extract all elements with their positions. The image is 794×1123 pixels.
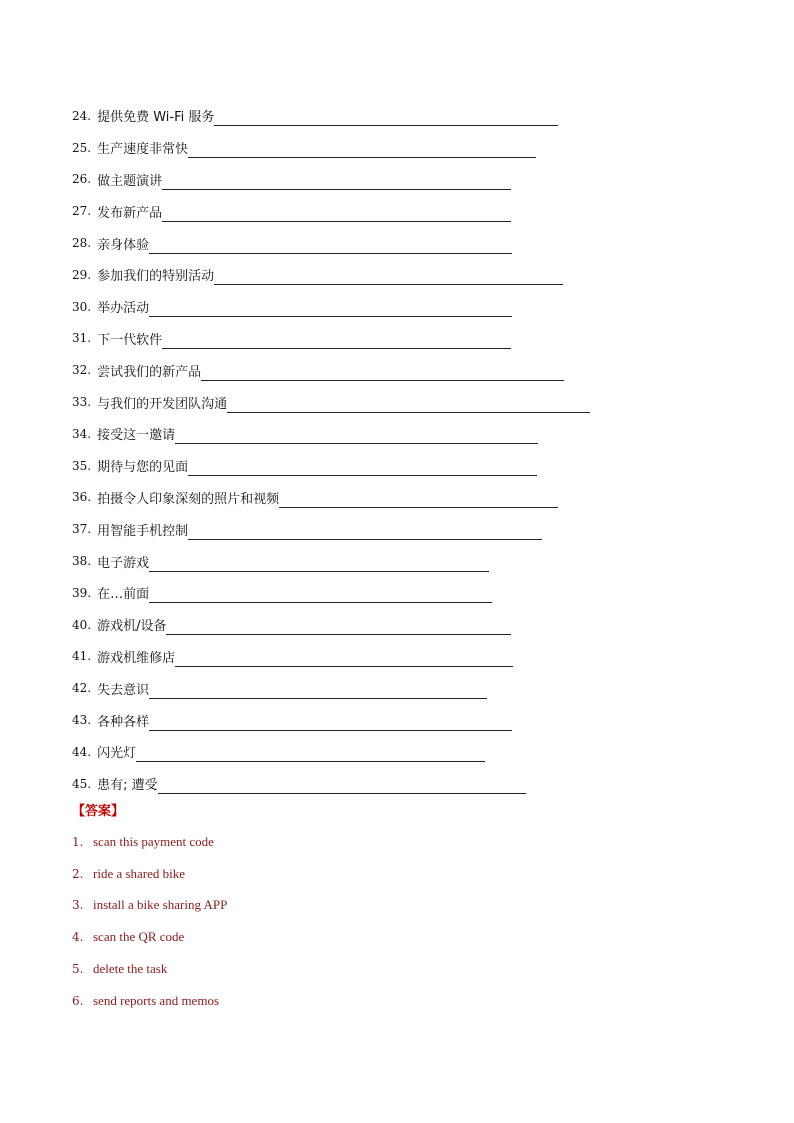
- answer-item: [72, 826, 227, 858]
- answer-number: 1.: [72, 834, 84, 849]
- answer-blank[interactable]: [162, 334, 511, 349]
- question-text: 生产速度非常快: [97, 142, 189, 158]
- answer-item: [72, 858, 227, 890]
- question-number: 43.: [72, 713, 92, 728]
- question-item: [72, 577, 590, 609]
- question-text: 电子游戏: [97, 555, 150, 571]
- question-text: 在…前面: [97, 587, 150, 603]
- answer-blank[interactable]: [227, 398, 590, 413]
- question-text: 亲身体验: [97, 237, 150, 253]
- question-number: 28.: [72, 236, 92, 251]
- question-text: 尝试我们的新产品: [97, 364, 202, 380]
- question-number: 39.: [72, 585, 92, 600]
- question-item: [72, 100, 590, 132]
- answer-number: 6.: [72, 993, 84, 1008]
- question-text: 失去意识: [97, 682, 150, 698]
- question-number: 30.: [72, 299, 92, 314]
- answer-blank[interactable]: [175, 652, 513, 667]
- question-number: 35.: [72, 458, 92, 473]
- question-item: [72, 609, 590, 641]
- answer-text: ride a shared bike: [93, 865, 186, 881]
- answer-item: [72, 921, 227, 953]
- question-number: 36.: [72, 490, 92, 505]
- question-number: 27.: [72, 204, 92, 219]
- question-number: 37.: [72, 522, 92, 537]
- question-item: [72, 291, 590, 323]
- answer-blank[interactable]: [158, 779, 526, 794]
- answer-number: 5.: [72, 962, 84, 977]
- question-text: 发布新产品: [97, 205, 163, 221]
- question-list: [72, 100, 590, 800]
- question-text: 下一代软件: [97, 332, 163, 348]
- answer-list: [72, 826, 227, 1017]
- question-text: 提供免费 Wi-Fi 服务: [97, 110, 215, 126]
- question-item: [72, 418, 590, 450]
- answer-text: scan this payment code: [93, 833, 214, 849]
- question-text: 与我们的开发团队沟通: [97, 396, 228, 412]
- question-item: [72, 545, 590, 577]
- answer-number: 2.: [72, 866, 84, 881]
- answer-blank[interactable]: [188, 461, 537, 476]
- answer-blank[interactable]: [175, 429, 538, 444]
- question-number: 31.: [72, 331, 92, 346]
- question-text: 闪光灯: [97, 746, 137, 762]
- question-item: [72, 386, 590, 418]
- question-number: 25.: [72, 140, 92, 155]
- question-number: 34.: [72, 426, 92, 441]
- answer-item: [72, 953, 227, 985]
- answer-blank[interactable]: [149, 684, 487, 699]
- question-text: 举办活动: [97, 301, 150, 317]
- question-item: [72, 641, 590, 673]
- answer-blank[interactable]: [162, 207, 511, 222]
- question-text: 游戏机/设备: [97, 619, 167, 635]
- answer-blank[interactable]: [201, 366, 564, 381]
- answer-blank[interactable]: [136, 747, 485, 762]
- question-item: [72, 450, 590, 482]
- question-text: 患有; 遭受: [97, 778, 158, 794]
- answer-item: [72, 985, 227, 1017]
- question-number: 38.: [72, 554, 92, 569]
- question-number: 29.: [72, 267, 92, 282]
- answer-blank[interactable]: [188, 525, 542, 540]
- answer-text: scan the QR code: [93, 929, 185, 945]
- answer-blank[interactable]: [149, 716, 512, 731]
- question-text: 期待与您的见面: [97, 460, 189, 476]
- answer-blank[interactable]: [149, 557, 489, 572]
- answer-text: install a bike sharing APP: [93, 897, 228, 913]
- answer-item: [72, 890, 227, 922]
- question-text: 拍摄令人印象深刻的照片和视频: [97, 491, 280, 507]
- question-item: [72, 132, 590, 164]
- question-item: [72, 323, 590, 355]
- question-item: [72, 227, 590, 259]
- question-number: 24.: [72, 108, 92, 123]
- answer-number: 3.: [72, 898, 84, 913]
- question-number: 44.: [72, 744, 92, 759]
- question-text: 参加我们的特别活动: [97, 269, 215, 285]
- question-number: 40.: [72, 617, 92, 632]
- question-number: 32.: [72, 363, 92, 378]
- answer-blank[interactable]: [214, 270, 563, 285]
- question-item: [72, 164, 590, 196]
- question-number: 45.: [72, 776, 92, 791]
- question-item: [72, 513, 590, 545]
- question-text: 用智能手机控制: [97, 523, 189, 539]
- question-item: [72, 482, 590, 514]
- answer-blank[interactable]: [149, 239, 512, 254]
- question-text: 接受这一邀请: [97, 428, 176, 444]
- answer-blank[interactable]: [214, 111, 558, 126]
- answer-blank[interactable]: [149, 302, 512, 317]
- question-number: 42.: [72, 681, 92, 696]
- question-item: [72, 704, 590, 736]
- answer-number: 4.: [72, 930, 84, 945]
- question-item: [72, 672, 590, 704]
- answer-blank[interactable]: [188, 143, 536, 158]
- question-number: 33.: [72, 395, 92, 410]
- question-item: [72, 354, 590, 386]
- question-number: 41.: [72, 649, 92, 664]
- question-text: 做主题演讲: [97, 173, 163, 189]
- question-item: [72, 768, 590, 800]
- answer-blank[interactable]: [279, 493, 558, 508]
- question-item: [72, 736, 590, 768]
- question-item: [72, 259, 590, 291]
- question-number: 26.: [72, 172, 92, 187]
- question-item: [72, 195, 590, 227]
- answer-text: send reports and memos: [93, 992, 220, 1008]
- question-text: 游戏机维修店: [97, 650, 176, 666]
- answer-blank[interactable]: [166, 620, 511, 635]
- answer-text: delete the task: [93, 961, 168, 977]
- answer-heading: 【答案】: [72, 804, 125, 819]
- question-text: 各种各样: [97, 714, 150, 730]
- answer-blank[interactable]: [149, 588, 492, 603]
- answer-blank[interactable]: [162, 175, 511, 190]
